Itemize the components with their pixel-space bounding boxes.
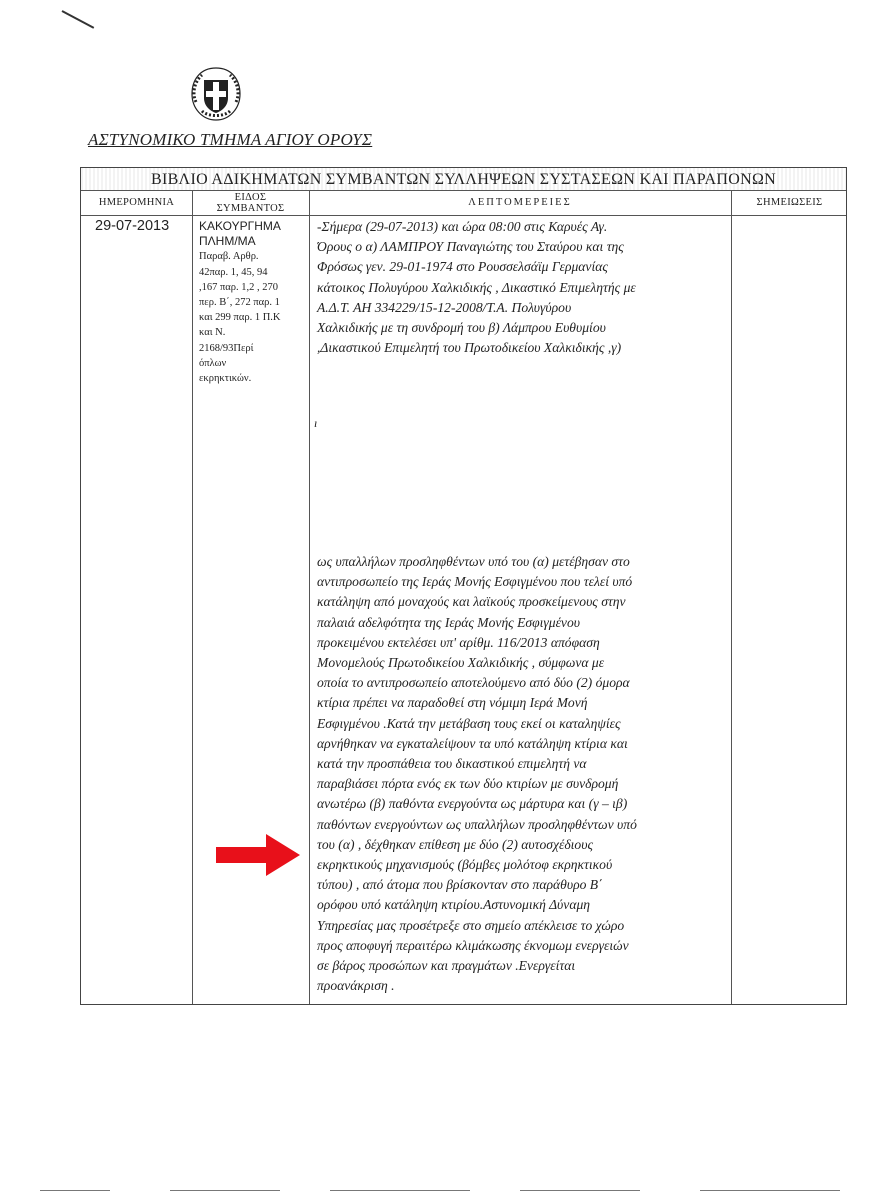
column-header-type — [192, 190, 309, 215]
details-line: κατά την προσπάθεια του δικαστικού επιμελητή να — [317, 756, 587, 772]
type-line: 2168/93Περί — [199, 342, 254, 354]
details-line: Α.Δ.Τ. ΑΗ 334229/15-12-2008/Τ.Α. Πολυγύρου — [317, 299, 572, 315]
details-line: -Σήμερα (29-07-2013) και ώρα 08:00 στις Καρυές Αγ. — [317, 219, 608, 234]
entry-type — [199, 219, 305, 386]
type-line: εκρηκτικών. — [199, 373, 252, 385]
type-line: ΚΑΚΟΥΡΓΗΜΑ — [199, 219, 281, 233]
details-line: παλαιά αδελφότητα της Ιεράς Μονής Εσφιγμένου — [317, 614, 581, 630]
details-line: προς αποφυγή περαιτέρω κλιμάκωσης έκνομωμ ενεργειών — [317, 937, 629, 953]
page-edge-line — [700, 1190, 840, 1191]
details-line: παθόντων ενεργούντων ως υπαλλήλων προσληφθέντων υπό — [317, 816, 637, 832]
details-line: σε βάρος προσώπων και πραγμάτων .Ενεργείται — [317, 958, 576, 974]
type-line: Παραβ. Αρθρ. — [199, 251, 259, 263]
column-header-type-line1: ΕΙΔΟΣ — [234, 191, 267, 203]
details-line: αντιπροσωπείο της Ιεράς Μονής Εσφιγμένου που τελεί υπό — [317, 574, 633, 590]
details-line: εκρηκτικούς μηχανισμούς (βόμβες μολότοφ εκρηκτικού — [317, 857, 613, 873]
details-line: ορόφου υπό κατάληψη κτιρίου.Αστυνομική Δύναμη — [317, 897, 591, 913]
details-line: Φρόσως γεν. 29-01-1974 στο Ρουσσελσάϊμ Γερμανίας — [317, 259, 608, 275]
red-arrow-right-icon — [216, 834, 300, 876]
type-line: όπλων — [199, 357, 227, 369]
details-line: προκειμένου εκτελέσει υπ' αρίθμ. 116/2013 απόφαση — [317, 634, 600, 650]
details-line: ανωτέρω (β) παθόντα ενεργούντα ως μάρτυρα και (γ – ιβ) — [317, 796, 628, 812]
type-line: και 299 παρ. 1 Π.Κ — [199, 312, 281, 324]
stray-pen-mark: ı — [314, 416, 318, 430]
greek-coat-of-arms-icon — [186, 64, 246, 124]
column-header-date: ΗΜΕΡΟΜΗΝΙΑ — [98, 197, 175, 208]
column-divider — [731, 190, 732, 1004]
entry-details-part2 — [317, 552, 729, 996]
details-line: κτίρια πρέπει να παραδοθεί στη νόμιμη Ιερά Μονή — [317, 695, 588, 711]
page-edge-line — [330, 1190, 470, 1191]
type-line: και Ν. — [199, 327, 226, 339]
type-line: περ. Β΄, 272 παρ. 1 — [199, 297, 280, 309]
details-line: οποία το αντιπροσωπείο αποτελούμενο από δύο (2) όμορα — [317, 675, 630, 691]
details-line: ως υπαλλήλων προσληφθέντων υπό του (α) μετέβησαν στο — [317, 554, 630, 569]
details-line: κατάληψη από μοναχούς και λαϊκούς προσκείμενους στην — [317, 594, 626, 610]
details-line: ,Δικαστικού Επιμελητή του Πρωτοδικείου Χαλκιδικής ,γ) — [317, 340, 622, 356]
page-edge-line — [170, 1190, 280, 1191]
incident-book-table — [80, 167, 847, 1005]
details-line: του (α) , δέχθηκαν επίθεση με δύο (2) αυτοσχέδιους — [317, 836, 593, 852]
type-line: ΠΛΗΜ/ΜΑ — [199, 234, 256, 249]
page-edge-line — [40, 1190, 110, 1191]
column-header-type-line2: ΣΥΜΒΑΝΤΟΣ — [216, 202, 285, 214]
details-line: Χαλκιδικής με τη συνδρομή του β) Λάμπρου Ευθυμίου — [317, 320, 606, 336]
details-line: Όρους ο α) ΛΑΜΠΡΟΥ Παναγιώτης του Σταύρου και της — [317, 239, 624, 255]
details-line: Μονομελούς Πρωτοδικείου Χαλκιδικής , σύμφωνα με — [317, 655, 605, 671]
entry-details-part1 — [317, 217, 729, 358]
page-edge-line — [520, 1190, 640, 1191]
scan-mark — [62, 10, 95, 29]
details-line: Εσφιγμένου .Κατά την μετάβαση τους εκεί οι καταληψίες — [317, 715, 621, 731]
column-header-notes: ΣΗΜΕΙΩΣΕΙΣ — [756, 197, 823, 208]
details-line: τύπου) , από άτομα που βρίσκονταν στο παράθυρο Β΄ — [317, 877, 603, 893]
entry-date: 29-07-2013 — [95, 218, 170, 234]
type-line: ,167 παρ. 1,2 , 270 — [199, 281, 279, 293]
department-title: ΑΣΤΥΝΟΜΙΚΟ ΤΜΗΜΑ ΑΓΙΟΥ ΟΡΟΥΣ — [88, 130, 373, 149]
details-line: Υπηρεσίας μας προσέτρεξε στο σημείο απέκλεισε το χώρο — [317, 917, 625, 933]
book-title: ΒΙΒΛΙΟ ΑΔΙΚΗΜΑΤΩΝ ΣΥΜΒΑΝΤΩΝ ΣΥΛΛΗΨΕΩΝ ΣΥΣΤΑΣΕΩΝ ΚΑΙ ΠΑΡΑΠΟΝΩΝ — [81, 168, 846, 190]
column-divider — [192, 190, 193, 1004]
column-divider — [309, 190, 310, 1004]
type-line: 42παρ. 1, 45, 94 — [199, 266, 268, 278]
column-header-details: ΛΕΠΤΟΜΕΡΕΙΕΣ — [468, 197, 572, 208]
details-line: προανάκριση . — [317, 978, 395, 994]
details-line: παραβιάσει πόρτα ενός εκ των δύο κτιρίων με συνδρομή — [317, 776, 619, 792]
details-line: κάτοικος Πολυγύρου Χαλκιδικής , Δικαστικό Επιμελητής με — [317, 279, 636, 295]
details-line: αρνήθηκαν να εγκαταλείψουν τα υπό κατάληψη κτίρια και — [317, 735, 628, 751]
